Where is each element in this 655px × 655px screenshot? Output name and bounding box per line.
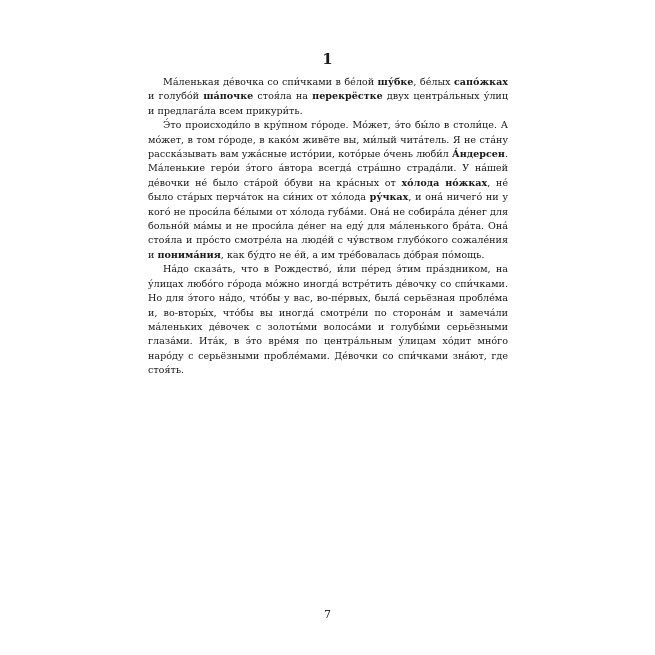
text-run: стоя́ла на — [253, 91, 313, 103]
text-run: , как бу́дто не е́й, а им тре́бовалась до́брая по́мощь. — [220, 249, 485, 261]
bold-word: сапо́жках — [453, 77, 508, 88]
bold-word: А́ндерсен — [451, 149, 505, 161]
text-run: Э́то происходи́ло в кру́пном го́роде. Мо́жет, э́то бы́ло в столи́це. А мо́жет, в том го́роде, в како́м живёте вы, ми́лый чита́тель. Я не ста́ну расска́зывать вам ужа́сные исто́рии, кото́рые о́чень люби́л — [148, 120, 508, 161]
chapter-number: 1 — [322, 50, 333, 68]
text-run: двух центра́льных у́лиц и предлага́ла всем прикури́ть. — [148, 91, 509, 117]
text-run: и голубо́й — [148, 91, 204, 103]
paragraph — [148, 76, 508, 119]
paragraph — [148, 263, 508, 378]
text-body — [148, 76, 508, 379]
bold-word: ру́чках — [369, 192, 409, 204]
paragraph — [148, 119, 508, 263]
page-number: 7 — [324, 608, 331, 621]
bold-word: понима́ния — [157, 249, 221, 261]
bold-word: перекрёстке — [312, 91, 383, 103]
text-run: , бе́лых — [413, 77, 454, 88]
bold-word: хо́лода но́жках — [401, 177, 488, 189]
bold-word: ша́почке — [203, 91, 254, 103]
text-run: . Ма́ленькие геро́и э́того а́втора всегда́ стра́шно страда́ли. У на́шей де́вочки не́ было ста́рой о́буви на кра́сных от — [148, 149, 508, 189]
text-run: Ма́ленькая де́вочка со спи́чками в бе́лой — [163, 77, 378, 88]
bold-word: шу́бке — [377, 77, 414, 88]
text-run: , не́ было ста́рых перча́ток на си́них от хо́лода — [148, 177, 508, 204]
text-run: , и она́ ничего́ ни у кого́ не проси́ла бе́лыми от хо́лода губа́ми. Она́ не собира́ла де́нег для больно́й ма́мы и не проси́ла де́нег на еду́ для ма́ленького бра́та. Она́ стоя́ла и про́сто смотре́ла на люде́й с чу́вством глубо́кого сожале́ния и — [148, 192, 508, 261]
text-run: На́до сказа́ть, что в Рождество́, и́ли пе́ред э́тим пра́здником, на у́лицах любо́го го́рода мо́жно иногда́ встре́тить де́вочку со спи́чками. Но для э́того на́до, что́бы у вас, во-пе́рвых, была́ серьёзная пробле́ма и, во-вторы́х, что́бы вы иногда́ смотре́ли по сторона́м и замеча́ли ма́леньких де́вочек с золоты́ми волоса́ми и голубы́ми серьёзными глаза́ми. Ита́к, в э́то вре́мя по центра́льным у́лицам хо́дит мно́го наро́ду с серьёзными пробле́мами. Де́вочки со спи́чками зна́ют, где стоя́ть. — [148, 264, 508, 377]
